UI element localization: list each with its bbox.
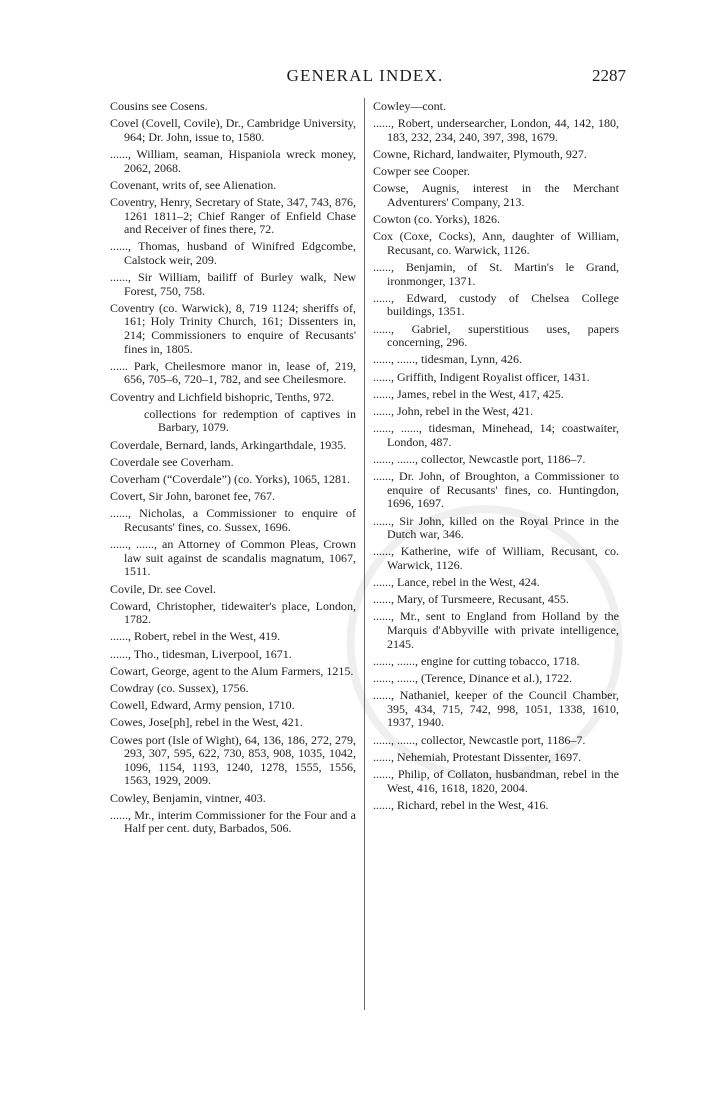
index-entry: ......, Sir John, killed on the Royal Prince in the Dutch war, 346. — [373, 513, 619, 542]
index-entry: ......, Nicholas, a Commissioner to enquire of Recusants' fines, co. Sussex, 1696. — [110, 506, 356, 534]
index-entry: Covert, Sir John, baronet fee, 767. — [110, 489, 275, 504]
index-entry: Covile, Dr. see Covel. — [110, 581, 216, 596]
index-entry: ......, Nehemiah, Protestant Dissenter, 1697. — [373, 749, 582, 764]
index-entry: ......, Robert, rebel in the West, 419. — [110, 629, 281, 644]
index-entry: ......, Thomas, husband of Winifred Edgcombe, Calstock weir, 209. — [110, 239, 356, 267]
index-entry: ......, ......, collector, Newcastle port, 1186–7. — [373, 732, 586, 747]
index-entry: Cowell, Edward, Army pension, 1710. — [110, 698, 295, 713]
index-entry: ......, Lance, rebel in the West, 424. — [373, 575, 540, 590]
index-entry: ......, Robert, undersearcher, London, 44, 142, 180, 183, 232, 234, 240, 397, 398, 1679. — [373, 116, 619, 144]
index-entry: Coward, Christopher, tidewaiter's place, London, 1782. — [110, 598, 356, 627]
index-entry: Cowton (co. Yorks), 1826. — [373, 212, 501, 227]
index-entry: ......, Mr., interim Commissioner for the Four and a Half per cent. duty, Barbados, 506. — [110, 807, 356, 836]
index-entry: collections for redemption of captives in Barbary, 1079. — [144, 406, 356, 435]
index-entry: ......, ......, tidesman, Minehead, 14; coastwaiter, London, 487. — [373, 421, 619, 449]
index-entry: ......, ......, engine for cutting tobacco, 1718. — [373, 653, 580, 668]
index-entry: ......, Sir William, bailiff of Burley walk, New Forest, 750, 758. — [110, 270, 356, 298]
index-entry: Cox (Coxe, Cocks), Ann, daughter of William, Recusant, co. Warwick, 1126. — [373, 229, 619, 257]
index-entry: Coverdale see Coverham. — [110, 454, 234, 469]
index-entry: Covel (Covell, Covile), Dr., Cambridge University, 964; Dr. John, issue to, 1580. — [110, 116, 356, 144]
index-entry: Coverdale, Bernard, lands, Arkingarthdale, 1935. — [110, 437, 347, 452]
index-entry: ......, Benjamin, of St. Martin's le Grand, ironmonger, 1371. — [373, 260, 619, 288]
index-entry: ......, Mr., sent to England from Holland by the Marquis d'Abbyville with private intelligence, 2145. — [373, 609, 619, 651]
index-entry: ......, Griffith, Indigent Royalist officer, 1431. — [373, 369, 590, 384]
index-entry: ...... Park, Cheilesmore manor in, lease of, 219, 656, 705–6, 720–1, 782, and see Cheilesmore. — [110, 358, 356, 387]
index-entry: Cowper see Cooper. — [373, 164, 470, 179]
page-number: 2287 — [592, 66, 626, 85]
index-entry: Coventry (co. Warwick), 8, 719 1124; sheriffs of, 161; Holy Trinity Church, 161; Dissenters in, 214; Commissioners to enquire of Recusants' fines in, 1805. — [110, 300, 356, 356]
index-entry: Cowdray (co. Sussex), 1756. — [110, 681, 249, 696]
index-entry: ......, ......, (Terence, Dinance et al.), 1722. — [373, 671, 573, 686]
index-entry: Coverham (“Coverdale”) (co. Yorks), 1065, 1281. — [110, 471, 350, 486]
right-column — [373, 100, 619, 816]
index-entry: Covenant, writs of, see Alienation. — [110, 177, 277, 192]
left-column — [110, 100, 356, 840]
index-entry: ......, ......, collector, Newcastle port, 1186–7. — [373, 451, 586, 466]
index-entry: ......, Mary, of Tursmeere, Recusant, 455. — [373, 592, 569, 607]
index-entry: ......, William, seaman, Hispaniola wreck money, 2062, 2068. — [110, 146, 356, 175]
page-title: GENERAL INDEX. — [286, 66, 444, 85]
index-entry: ......, Gabriel, superstitious uses, papers concerning, 296. — [373, 321, 619, 350]
index-entry: ......, Tho., tidesman, Liverpool, 1671. — [110, 646, 292, 661]
index-entry: Cousins see Cosens. — [110, 99, 208, 113]
index-entry: ......, John, rebel in the West, 421. — [373, 404, 534, 418]
index-entry: Cowes port (Isle of Wight), 64, 136, 186, 272, 279, 293, 307, 595, 622, 730, 853, 908, 1035, 1042, 1096, 1154, 1193, 1240, 1278, 1555, 1556, 1563, 1929, 2009. — [110, 732, 356, 788]
index-entry: Cowse, Augnis, interest in the Merchant Adventurers' Company, 213. — [373, 181, 619, 209]
index-entry: Cowley, Benjamin, vintner, 403. — [110, 790, 266, 805]
index-entry: ......, Philip, of Collaton, husbandman, rebel in the West, 416, 1618, 1820, 2004. — [373, 766, 619, 795]
page-header — [104, 66, 626, 90]
index-entry: ......, Dr. John, of Broughton, a Commissioner to enquire of Recusants' fines, co. Huntingdon, 1696, 1697. — [373, 469, 619, 511]
index-entry: Coventry, Henry, Secretary of State, 347, 743, 876, 1261 1811–2; Chief Ranger of Enfield Chase and Receiver of fines there, 72. — [110, 194, 356, 237]
index-entry: Cowes, Jose[ph], rebel in the West, 421. — [110, 715, 303, 730]
index-entry: ......, ......, an Attorney of Common Pleas, Crown law suit against de scandalis magnatum, 1067, 1511. — [110, 537, 356, 579]
index-entry: Coventry and Lichfield bishopric, Tenths, 972. — [110, 389, 335, 404]
index-entry: Cowley—cont. — [373, 99, 446, 113]
column-divider — [364, 98, 365, 1010]
index-entry: Cowne, Richard, landwaiter, Plymouth, 927. — [373, 146, 587, 161]
index-entry: ......, Richard, rebel in the West, 416. — [373, 797, 549, 812]
index-entry: ......, ......, tidesman, Lynn, 426. — [373, 352, 522, 367]
index-entry: ......, James, rebel in the West, 417, 425. — [373, 386, 564, 401]
index-entry: ......, Nathaniel, keeper of the Council Chamber, 395, 434, 715, 742, 998, 1051, 1338, 1610, 1937, 1940. — [373, 688, 619, 730]
index-entry: ......, Katherine, wife of William, Recusant, co. Warwick, 1126. — [373, 544, 619, 572]
index-entry: ......, Edward, custody of Chelsea College buildings, 1351. — [373, 290, 619, 319]
index-entry: Cowart, George, agent to the Alum Farmers, 1215. — [110, 663, 354, 678]
